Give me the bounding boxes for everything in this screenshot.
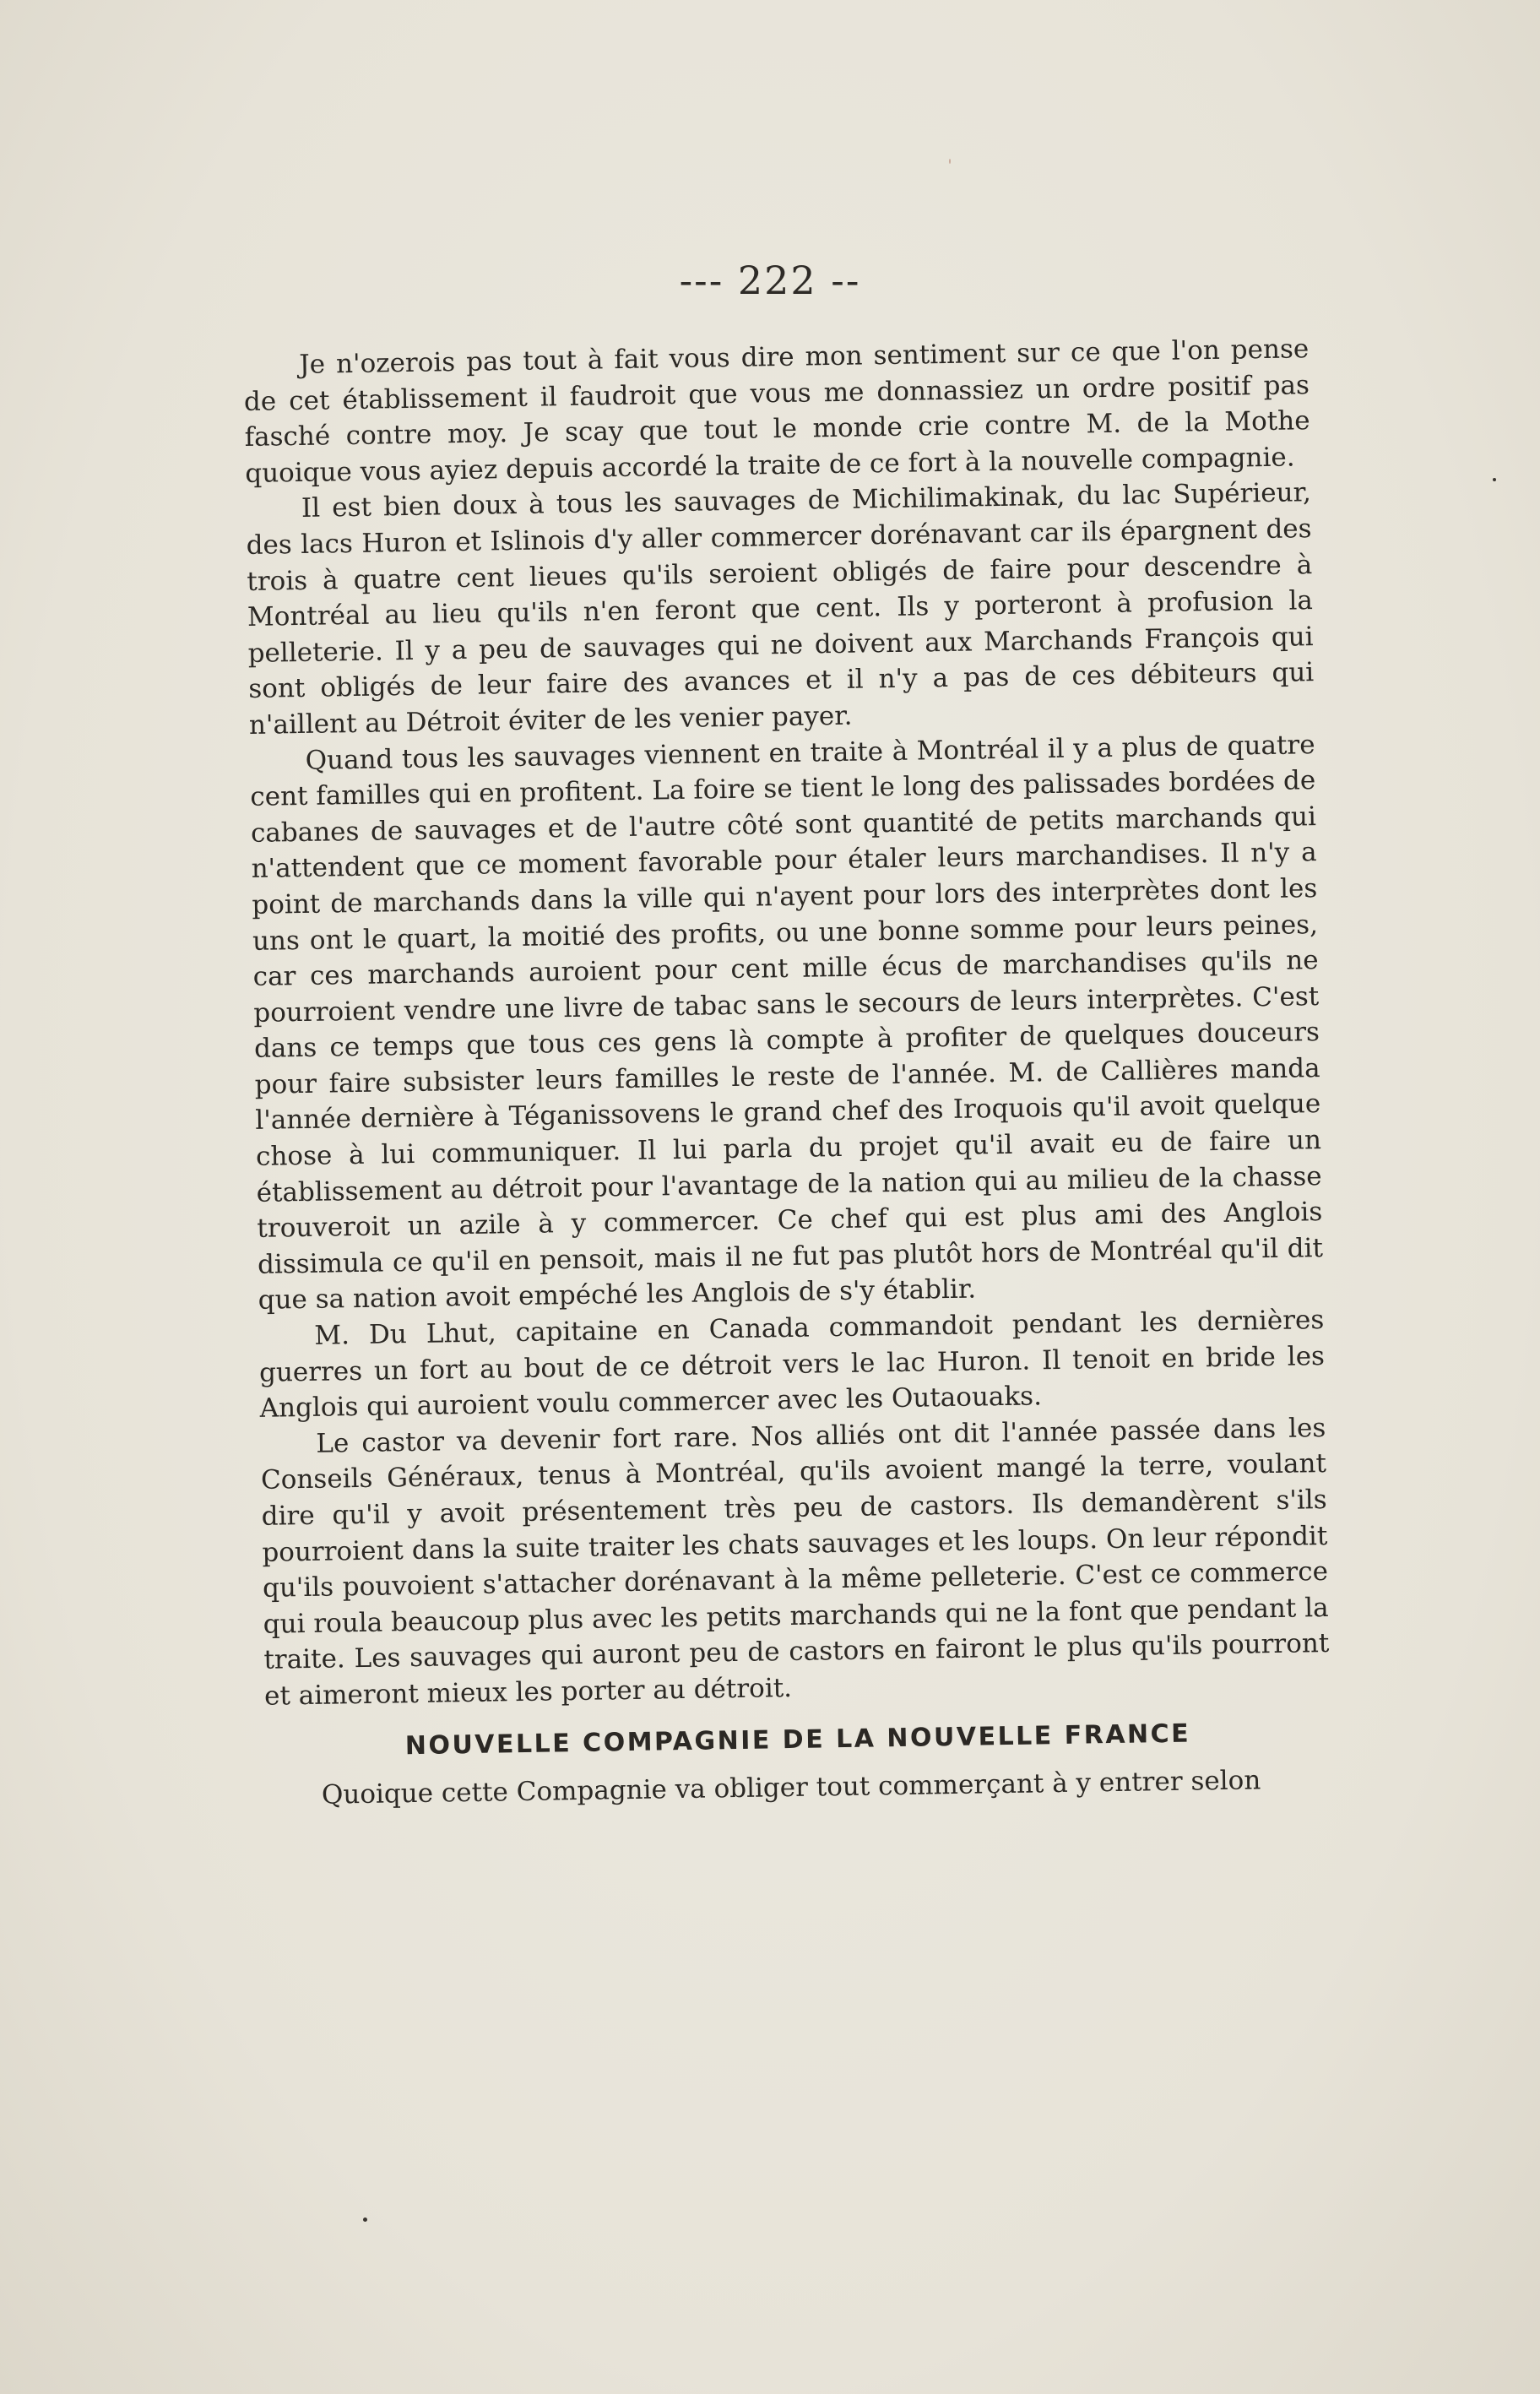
section-first-line: Quoique cette Compagnie va obliger tout commerçant à y entrer selon bbox=[321, 1764, 1261, 1810]
paper-speck-3 bbox=[949, 159, 951, 164]
paragraph-2: Il est bien doux à tous les sauvages de Michilimakinak, du lac Supérieur, des lacs Huron et Islinois d'y aller commercer dorénavant car ils épargnent des trois à quatre cent lieues qu'ils seroient obligés de faire pour descendre à Montréal au lieu qu'ils n'en feront que cent. Ils y porteront à profusion la pelleterie. Il y a peu de sauvages qui ne doivent aux Marchands François qui sont obligés de leur faire des avances et il n'y a pas de ces débiteurs qui n'aillent au Détroit éviter de les venier payer. bbox=[246, 477, 1315, 741]
paragraph-3: Quand tous les sauvages viennent en traite à Montréal il y a plus de quatre cent familles qui en profitent. La foire se tient le long des palissades bordées de cabanes de sauvages et de l'autre côté sont quantité de petits marchands qui n'attendent que ce moment favorable pour étaler leurs marchandises. Il n'y a point de marchands dans la ville qui n'ayent pour lors des interprètes dont les uns ont le quart, la moitié des profits, ou une bonne somme pour leurs peines, car ces marchands auroient pour cent mille écus de marchandises qu'ils ne pourroient vendre une livre de tabac sans le secours de leurs interprètes. C'est dans ce temps que tous ces gens là compte à profiter de quelques douceurs pour faire subsister leurs familles le reste de l'année. M. de Callières manda l'année dernière à Téganissovens le grand chef des Iroquois qu'il avoit quelque chose à lui communiquer. Il lui parla du projet qu'il avait eu de faire un établissement au détroit pour l'avantage de la nation qui au milieu de la chasse trouveroit un azile à y commercer. Ce chef qui est plus ami des Anglois dissimula ce qu'il en pensoit, mais il ne fut pas plutôt hors de Montréal qu'il dit que sa nation avoit empéché les Anglois de s'y établir. bbox=[250, 729, 1324, 1316]
paragraph-5: Le castor va devenir fort rare. Nos alliés ont dit l'année passée dans les Conseils Généraux, tenus à Montréal, qu'ils avoient mangé la terre, voulant dire qu'il y avoit présentement très peu de castors. Ils demandèrent s'ils pourroient dans la suite traiter les chats sauvages et les loups. On leur répondit qu'ils pouvoient s'attacher dorénavant à la même pelleterie. C'est ce commerce qui roula beaucoup plus avec les petits marchands qui ne la font que pendant la traite. Les sauvages qui auront peu de castors en fairont le plus qu'ils pourront et aimeront mieux les porter au détroit. bbox=[260, 1412, 1330, 1712]
paragraph-1: Je n'ozerois pas tout à fait vous dire mon sentiment sur ce que l'on pense de cet établissement il faudroit que vous me donnassiez un ordre positif pas fasché contre moy. Je scay que tout le monde crie contre M. de la Mothe quoique vous ayiez depuis accordé la traite de ce fort à la nouvelle compagnie. bbox=[243, 334, 1310, 489]
section-heading: NOUVELLE COMPAGNIE DE LA NOUVELLE FRANCE bbox=[404, 1718, 1191, 1761]
paragraph-4: M. Du Lhut, capitaine en Canada commandoit pendant les dernières guerres un fort au bout de ce détroit vers le lac Huron. Il tenoit en bride les Anglois qui auroient voulu commercer avec les Outaouaks. bbox=[258, 1305, 1326, 1425]
page-number: --- 222 -- bbox=[679, 258, 861, 303]
paper-speck-2 bbox=[363, 2218, 367, 2222]
paper-speck-1 bbox=[1493, 478, 1496, 481]
body-text bbox=[243, 331, 1331, 1814]
